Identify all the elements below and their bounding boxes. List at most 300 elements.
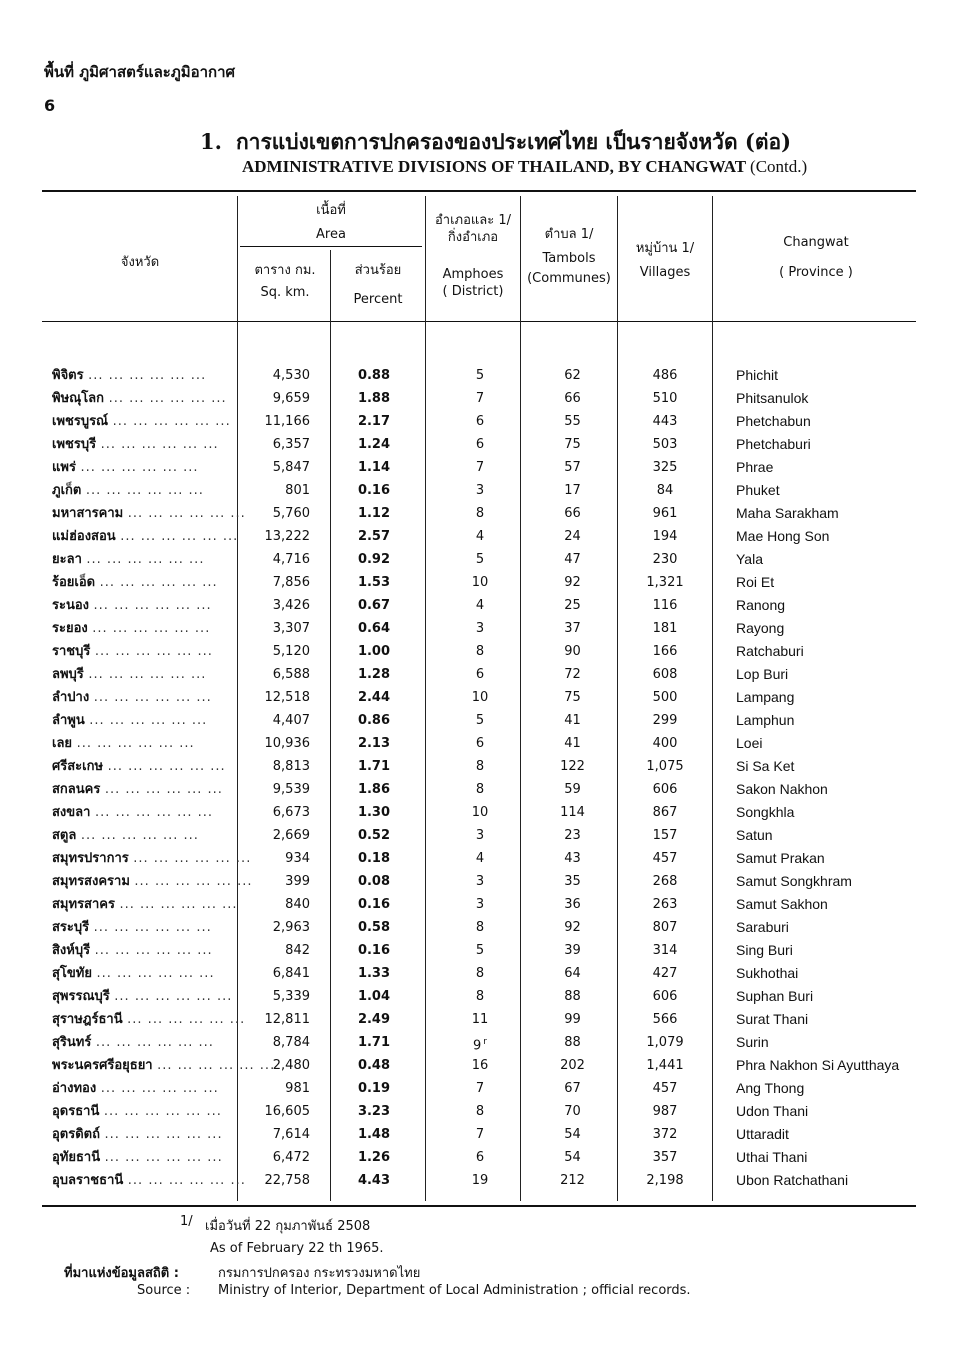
province-thai-name: ราชบุรี (52, 644, 91, 659)
villages-cell: 194 (652, 529, 678, 544)
villages-cell: 84 (656, 483, 674, 498)
table-title-thai-text: การแบ่งเขตการปกครองของประเทศไทย เป็นรายจังหวัด (ต่อ) (235, 129, 792, 154)
province-english-cell: Sukhothai (736, 965, 799, 981)
area-percent-cell: 1.26 (357, 1150, 391, 1165)
amphoes-value: 5 (475, 368, 485, 383)
province-thai-cell (52, 1077, 232, 1100)
footnote-mark: 1/ (180, 1214, 193, 1229)
tambols-cell: 17 (564, 483, 581, 498)
area-sqkm-cell: 22,758 (264, 1173, 310, 1188)
area-sqkm-cell: 801 (285, 483, 310, 498)
area-percent-cell: 3.23 (357, 1104, 391, 1119)
table-row (0, 1100, 966, 1123)
province-thai-cell (52, 1146, 232, 1169)
province-english-cell: Loei (736, 735, 763, 751)
leader-dots: ... ... ... ... ... ... (134, 874, 253, 889)
province-thai-name: อุตรดิตถ์ (52, 1127, 100, 1142)
tambols-cell: 37 (564, 621, 581, 636)
area-percent-cell: 0.16 (357, 483, 391, 498)
tambols-cell: 99 (564, 1012, 581, 1027)
province-english-cell: Samut Sakhon (736, 896, 828, 912)
leader-dots: ... ... ... ... ... ... (94, 644, 213, 659)
province-thai-name: สิงห์บุรี (52, 943, 91, 958)
area-percent-cell: 0.16 (357, 943, 391, 958)
province-english-cell: Surin (736, 1034, 769, 1050)
province-thai-name: สุรินทร์ (52, 1035, 92, 1050)
villages-cell: 961 (652, 506, 678, 521)
area-percent-cell: 2.44 (357, 690, 391, 705)
area-percent-cell: 1.30 (357, 805, 391, 820)
amphoes-value: 7 (475, 1081, 485, 1096)
province-thai-cell (52, 1054, 276, 1077)
amphoes-value: 7 (475, 460, 485, 475)
tambols-cell: 114 (560, 805, 585, 820)
amphoes-value: 8 (475, 782, 485, 797)
area-percent-cell: 0.88 (357, 368, 391, 383)
province-english-cell: Satun (736, 827, 773, 843)
amphoes-cell (440, 479, 520, 502)
amphoes-value: 3 (475, 828, 485, 843)
table-title-thai (200, 126, 791, 159)
province-english-cell: Roi Et (736, 574, 775, 590)
area-sqkm-cell: 13,222 (264, 529, 310, 544)
table-row (0, 916, 966, 939)
province-thai-cell (52, 709, 232, 732)
province-thai-name: สกลนคร (52, 782, 101, 797)
amphoes-cell (440, 801, 520, 824)
tambols-cell: 36 (564, 897, 581, 912)
amphoes-cell (440, 916, 520, 939)
tambols-cell: 88 (564, 1035, 581, 1050)
header-tambols-thai: ตำบล 1/ (544, 227, 594, 242)
table-number: 1. (200, 129, 222, 154)
leader-dots: ... ... ... ... ... ... (119, 897, 238, 912)
villages-cell: 486 (652, 368, 678, 383)
amphoes-value: 3 (475, 874, 485, 889)
table-row (0, 1031, 966, 1054)
province-thai-name: สงขลา (52, 805, 91, 820)
tambols-cell: 43 (564, 851, 581, 866)
leader-dots: ... ... ... ... ... ... (86, 552, 205, 567)
province-english-cell: Saraburi (736, 919, 789, 935)
area-percent-cell: 1.00 (357, 644, 391, 659)
province-english-cell: Lampang (736, 689, 795, 705)
header-sqkm-thai: ตาราง กม. (254, 263, 316, 278)
amphoes-cell (440, 1146, 520, 1169)
area-sqkm-cell: 11,166 (264, 414, 310, 429)
province-thai-cell (52, 755, 232, 778)
amphoes-cell (440, 985, 520, 1008)
villages-cell: 566 (652, 1012, 678, 1027)
area-sqkm-cell: 12,811 (264, 1012, 310, 1027)
table-row (0, 1077, 966, 1100)
province-english-cell: Rayong (736, 620, 785, 636)
amphoes-cell (440, 824, 520, 847)
header-area-thai: เนื้อที่ (316, 203, 346, 218)
amphoes-cell (440, 571, 520, 594)
villages-cell: 987 (652, 1104, 678, 1119)
amphoes-cell (440, 778, 520, 801)
villages-cell: 181 (652, 621, 678, 636)
table-row (0, 732, 966, 755)
province-english-cell: Phitsanulok (736, 390, 809, 406)
leader-dots: ... ... ... ... ... ... (104, 1150, 223, 1165)
province-english-cell: Ang Thong (736, 1080, 805, 1096)
villages-cell: 2,198 (646, 1173, 684, 1188)
amphoes-value: 6 (475, 1150, 485, 1165)
tambols-cell: 24 (564, 529, 581, 544)
area-sqkm-cell: 2,480 (272, 1058, 310, 1073)
header-sqkm-english: Sq. km. (260, 285, 310, 300)
leader-dots: ... ... ... ... ... ... (76, 736, 195, 751)
province-thai-name: สมุทรสงคราม (52, 874, 130, 889)
amphoes-cell (440, 870, 520, 893)
area-percent-cell: 0.64 (357, 621, 391, 636)
province-english-cell: Ubon Ratchathani (736, 1172, 849, 1188)
province-thai-name: สุราษฎร์ธานี (52, 1012, 123, 1027)
province-thai-name: สตูล (52, 828, 77, 843)
area-percent-cell: 2.17 (357, 414, 391, 429)
area-sqkm-cell: 842 (285, 943, 310, 958)
table-row (0, 571, 966, 594)
province-thai-name: สมุทรปราการ (52, 851, 129, 866)
villages-cell: 268 (652, 874, 678, 889)
amphoes-value: 7 (475, 391, 485, 406)
area-percent-cell: 4.43 (357, 1173, 391, 1188)
leader-dots: ... ... ... ... ... ... (95, 1035, 214, 1050)
province-thai-cell (52, 870, 253, 893)
area-sqkm-cell: 5,760 (272, 506, 310, 521)
tambols-cell: 90 (564, 644, 581, 659)
province-thai-cell (52, 640, 232, 663)
table-title-english-text: ADMINISTRATIVE DIVISIONS OF THAILAND, BY CHANGWAT (242, 157, 746, 176)
province-thai-name: สุโขทัย (52, 966, 92, 981)
amphoes-cell (440, 709, 520, 732)
area-sqkm-cell: 6,357 (272, 437, 310, 452)
province-thai-name: เลย (52, 736, 73, 751)
province-thai-cell (52, 1100, 232, 1123)
table-row (0, 939, 966, 962)
leader-dots: ... ... ... ... ... ... (108, 391, 227, 406)
amphoes-value: 8 (475, 759, 485, 774)
villages-cell: 427 (652, 966, 678, 981)
province-english-cell: Sakon Nakhon (736, 781, 828, 797)
province-thai-name: แพร่ (52, 460, 76, 475)
villages-cell: 400 (652, 736, 678, 751)
leader-dots: ... ... ... ... ... ... (94, 943, 213, 958)
area-sqkm-cell: 3,307 (272, 621, 310, 636)
area-percent-cell: 0.48 (357, 1058, 391, 1073)
leader-dots: ... ... ... ... ... ... (94, 805, 214, 820)
amphoes-cell (440, 755, 520, 778)
province-english-cell: Lamphun (736, 712, 795, 728)
amphoes-value: 11 (471, 1012, 489, 1027)
villages-cell: 500 (652, 690, 678, 705)
header-percent-thai: ส่วนร้อย (354, 263, 402, 278)
header-province-thai: จังหวัด (120, 255, 160, 270)
tambols-cell: 25 (564, 598, 581, 613)
area-percent-cell: 1.14 (357, 460, 391, 475)
villages-cell: 357 (652, 1150, 678, 1165)
footnote-english: As of February 22 th 1965. (210, 1241, 384, 1256)
province-english-cell: Si Sa Ket (736, 758, 795, 774)
table-top-rule (42, 190, 916, 192)
table-row (0, 1123, 966, 1146)
source-english-label: Source : (137, 1283, 191, 1298)
table-row (0, 364, 966, 387)
area-percent-cell: 2.57 (357, 529, 391, 544)
area-sqkm-cell: 5,339 (272, 989, 310, 1004)
table-row (0, 962, 966, 985)
area-percent-cell: 1.33 (357, 966, 391, 981)
area-sqkm-cell: 9,659 (272, 391, 310, 406)
province-thai-name: มหาสารคาม (52, 506, 124, 521)
tambols-cell: 66 (564, 391, 581, 406)
leader-dots: ... ... ... ... ... ... (88, 368, 207, 383)
source-thai-label: ที่มาแห่งข้อมูลสถิติ : (64, 1266, 179, 1281)
villages-cell: 230 (652, 552, 678, 567)
province-english-cell: Udon Thani (736, 1103, 809, 1119)
province-thai-name: ระนอง (52, 598, 90, 613)
leader-dots: ... ... ... ... ... ... (88, 667, 207, 682)
tambols-cell: 39 (564, 943, 581, 958)
province-thai-cell (52, 778, 232, 801)
area-percent-cell: 1.24 (357, 437, 391, 452)
province-thai-name: อ่างทอง (52, 1081, 97, 1096)
area-percent-cell: 1.53 (357, 575, 391, 590)
amphoes-cell (440, 410, 520, 433)
leader-dots: ... ... ... ... ... ... (104, 782, 223, 797)
amphoes-value: 19 (471, 1173, 489, 1188)
table-row (0, 594, 966, 617)
province-thai-name: ลำพูน (52, 713, 85, 728)
province-thai-name: สระบุรี (52, 920, 90, 935)
amphoes-value: 10 (471, 690, 489, 705)
leader-dots: ... ... ... ... ... ... (127, 1012, 246, 1027)
source-english: Ministry of Interior, Department of Local Administration ; official records. (218, 1283, 691, 1298)
area-percent-cell: 0.58 (357, 920, 391, 935)
province-thai-cell (52, 801, 232, 824)
table-row (0, 525, 966, 548)
area-sqkm-cell: 12,518 (264, 690, 310, 705)
table-row (0, 617, 966, 640)
table-row (0, 502, 966, 525)
page-number: 6 (44, 96, 56, 115)
tambols-cell: 122 (560, 759, 585, 774)
header-amphoes-english: Amphoes (442, 267, 504, 282)
province-english-cell: Samut Prakan (736, 850, 825, 866)
province-thai-name: ร้อยเอ็ด (52, 575, 96, 590)
province-english-cell: Phrae (736, 459, 774, 475)
amphoes-value: 10 (471, 805, 489, 820)
revised-mark: r (483, 1037, 487, 1047)
amphoes-cell (440, 847, 520, 870)
province-thai-name: ลำปาง (52, 690, 90, 705)
area-sqkm-cell: 16,605 (264, 1104, 310, 1119)
table-row (0, 387, 966, 410)
table-row (0, 1008, 966, 1031)
amphoes-cell (440, 893, 520, 916)
area-percent-cell: 2.49 (357, 1012, 391, 1027)
area-sqkm-cell: 399 (285, 874, 310, 889)
amphoes-cell (440, 1100, 520, 1123)
table-row (0, 755, 966, 778)
amphoes-value: 10 (471, 575, 489, 590)
province-thai-cell (52, 548, 232, 571)
header-area-english: Area (316, 227, 346, 242)
province-english-cell: Sing Buri (736, 942, 793, 958)
area-sqkm-cell: 934 (285, 851, 310, 866)
province-thai-cell (52, 571, 232, 594)
area-percent-cell: 0.18 (357, 851, 391, 866)
area-sqkm-cell: 4,530 (272, 368, 310, 383)
amphoes-value: 5 (475, 943, 485, 958)
villages-cell: 325 (652, 460, 678, 475)
province-thai-cell (52, 1031, 232, 1054)
area-sqkm-cell: 7,614 (272, 1127, 310, 1142)
amphoes-value: 6 (475, 437, 485, 452)
province-thai-cell (52, 1008, 246, 1031)
area-sqkm-cell: 6,841 (272, 966, 310, 981)
table-title-english (242, 157, 807, 177)
area-percent-cell: 0.08 (357, 874, 391, 889)
table-row (0, 433, 966, 456)
amphoes-cell (440, 1077, 520, 1100)
leader-dots: ... ... ... ... ... ... (112, 414, 231, 429)
province-english-cell: Songkhla (736, 804, 795, 820)
villages-cell: 166 (652, 644, 678, 659)
amphoes-cell (440, 502, 520, 525)
tambols-cell: 41 (564, 736, 581, 751)
villages-cell: 116 (652, 598, 678, 613)
tambols-cell: 75 (564, 437, 581, 452)
table-row (0, 686, 966, 709)
header-communes-english: (Communes) (527, 271, 611, 286)
header-tambols-english: Tambols (542, 251, 596, 266)
page-header: พื้นที่ ภูมิศาสตร์และภูมิอากาศ (44, 63, 236, 81)
province-thai-name: ศรีสะเกษ (52, 759, 104, 774)
province-english-cell: Mae Hong Son (736, 528, 830, 544)
province-thai-cell (52, 456, 232, 479)
province-thai-cell (52, 1123, 232, 1146)
province-thai-cell (52, 893, 238, 916)
leader-dots: ... ... ... ... ... ... (103, 1104, 222, 1119)
province-thai-cell (52, 594, 232, 617)
area-percent-cell: 1.12 (357, 506, 391, 521)
tambols-cell: 66 (564, 506, 581, 521)
villages-cell: 1,075 (646, 759, 684, 774)
header-percent-english: Percent (353, 292, 403, 307)
area-percent-cell: 0.19 (357, 1081, 391, 1096)
province-thai-cell (52, 663, 232, 686)
villages-cell: 606 (652, 989, 678, 1004)
villages-cell: 457 (652, 851, 678, 866)
amphoes-cell (440, 732, 520, 755)
area-sqkm-cell: 840 (285, 897, 310, 912)
table-row (0, 1054, 966, 1077)
table-row (0, 1169, 966, 1192)
area-sqkm-cell: 9,539 (272, 782, 310, 797)
table-title-contd: (Contd.) (750, 157, 808, 176)
province-english-cell: Uttaradit (736, 1126, 789, 1142)
province-english-cell: Phra Nakhon Si Ayutthaya (736, 1057, 900, 1073)
province-thai-cell (52, 410, 232, 433)
leader-dots: ... ... ... ... ... ... (93, 920, 212, 935)
province-english-cell: Ranong (736, 597, 786, 613)
province-thai-name: เพชรบูรณ์ (52, 414, 109, 429)
area-sqkm-cell: 981 (285, 1081, 310, 1096)
tambols-cell: 64 (564, 966, 581, 981)
area-sqkm-cell: 6,472 (272, 1150, 310, 1165)
leader-dots: ... ... ... ... ... ... (100, 437, 219, 452)
province-thai-name: แม่ฮ่องสอน (52, 529, 116, 544)
tambols-cell: 62 (564, 368, 581, 383)
area-sqkm-cell: 5,847 (272, 460, 310, 475)
tambols-cell: 92 (564, 920, 581, 935)
province-thai-name: ลพบุรี (52, 667, 84, 682)
area-sqkm-cell: 3,426 (272, 598, 310, 613)
area-percent-cell: 0.92 (357, 552, 391, 567)
tambols-cell: 92 (564, 575, 581, 590)
table-row (0, 548, 966, 571)
province-english-cell: Uthai Thani (736, 1149, 808, 1165)
amphoes-cell (440, 640, 520, 663)
area-subheader-rule (240, 246, 422, 247)
province-english-cell: Samut Songkhram (736, 873, 852, 889)
amphoes-cell (440, 962, 520, 985)
leader-dots: ... ... ... ... ... ... (127, 1173, 246, 1188)
amphoes-value: 5 (475, 552, 485, 567)
area-percent-cell: 2.13 (357, 736, 391, 751)
table-row (0, 824, 966, 847)
amphoes-value: 8 (475, 966, 485, 981)
area-percent-cell: 0.67 (357, 598, 391, 613)
header-villages-thai: หมู่บ้าน 1/ (635, 241, 695, 256)
province-english-cell: Phetchabun (736, 413, 811, 429)
villages-cell: 608 (652, 667, 678, 682)
province-thai-cell (52, 824, 232, 847)
area-percent-cell: 1.88 (357, 391, 391, 406)
leader-dots: ... ... ... ... ... ... (133, 851, 252, 866)
leader-dots: ... ... ... ... ... ... (85, 483, 204, 498)
tambols-cell: 202 (560, 1058, 585, 1073)
area-sqkm-cell: 6,588 (272, 667, 310, 682)
leader-dots: ... ... ... ... ... ... (93, 690, 212, 705)
province-english-cell: Phichit (736, 367, 779, 383)
area-percent-cell: 1.48 (357, 1127, 391, 1142)
amphoes-cell (440, 456, 520, 479)
amphoes-cell (440, 1054, 520, 1077)
amphoes-cell (440, 1008, 520, 1031)
leader-dots: ... ... ... ... ... ... (80, 828, 199, 843)
header-changwat-english: Changwat (783, 235, 849, 250)
area-percent-cell: 0.86 (357, 713, 391, 728)
area-sqkm-cell: 6,673 (272, 805, 310, 820)
table-row (0, 801, 966, 824)
villages-cell: 299 (652, 713, 678, 728)
amphoes-cell (440, 939, 520, 962)
amphoes-value: 4 (475, 851, 485, 866)
area-percent-cell: 0.16 (357, 897, 391, 912)
amphoes-cell (440, 686, 520, 709)
footnote-thai: เมื่อวันที่ 22 กุมภาพันธ์ 2508 (205, 1219, 371, 1234)
amphoes-value: 9 (473, 1038, 482, 1054)
header-province-english: ( Province ) (779, 265, 853, 280)
tambols-cell: 70 (564, 1104, 581, 1119)
tambols-cell: 23 (564, 828, 581, 843)
province-english-cell: Surat Thani (736, 1011, 809, 1027)
leader-dots: ... ... ... ... ... ... (120, 529, 239, 544)
